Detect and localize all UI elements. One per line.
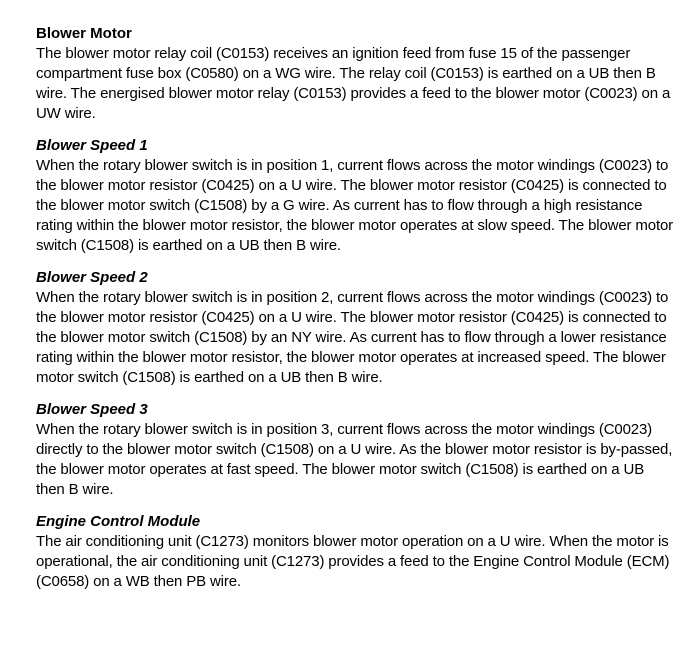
- section-heading: Engine Control Module: [36, 513, 201, 530]
- document-page: [36, 24, 676, 604]
- section-heading: Blower Speed 1: [36, 137, 148, 154]
- section-blower-motor: [36, 24, 676, 124]
- section-heading: Blower Speed 3: [36, 401, 148, 418]
- section-paragraph: The blower motor relay coil (C0153) receives an ignition feed from fuse 15 of the passenger compartment fuse box (C0580) on a WG wire. The relay coil (C0153) is earthed on a UB then B wire. The energised blower motor relay (C0153) provides a feed to the blower motor (C0023) on a UW wire.: [36, 45, 671, 122]
- section-paragraph: When the rotary blower switch is in position 2, current flows across the motor windings (C0023) to the blower motor resistor (C0425) on a U wire. The blower motor resistor (C0425) is connected to the blower motor switch (C1508) by an NY wire. As current has to flow through a lower resistance rating within the blower motor resistor, the blower motor operates at increased speed. The blower motor switch (C1508) is earthed on a UB then B wire.: [36, 289, 669, 386]
- section-blower-speed-1: [36, 136, 676, 256]
- section-engine-control-module: [36, 512, 676, 592]
- section-heading: Blower Motor: [36, 25, 132, 42]
- section-paragraph: When the rotary blower switch is in position 1, current flows across the motor windings (C0023) to the blower motor resistor (C0425) on a U wire. The blower motor resistor (C0425) is connected to the blower motor switch (C1508) by a G wire. As current has to flow through a high resistance rating within the blower motor resistor, the blower motor operates at slow speed. The blower motor switch (C1508) is earthed on a UB then B wire.: [36, 157, 673, 254]
- section-paragraph: When the rotary blower switch is in position 3, current flows across the motor windings (C0023) directly to the blower motor switch (C1508) on a U wire. As the blower motor resistor is by-passed, the blower motor operates at fast speed. The blower motor switch (C1508) is earthed on a UB then B wire.: [36, 421, 673, 498]
- section-blower-speed-3: [36, 400, 676, 500]
- section-paragraph: The air conditioning unit (C1273) monitors blower motor operation on a U wire. When the motor is operational, the air conditioning unit (C1273) provides a feed to the Engine Control Module (ECM) (C0658) on a WB then PB wire.: [36, 533, 670, 590]
- section-blower-speed-2: [36, 268, 676, 388]
- section-heading: Blower Speed 2: [36, 269, 148, 286]
